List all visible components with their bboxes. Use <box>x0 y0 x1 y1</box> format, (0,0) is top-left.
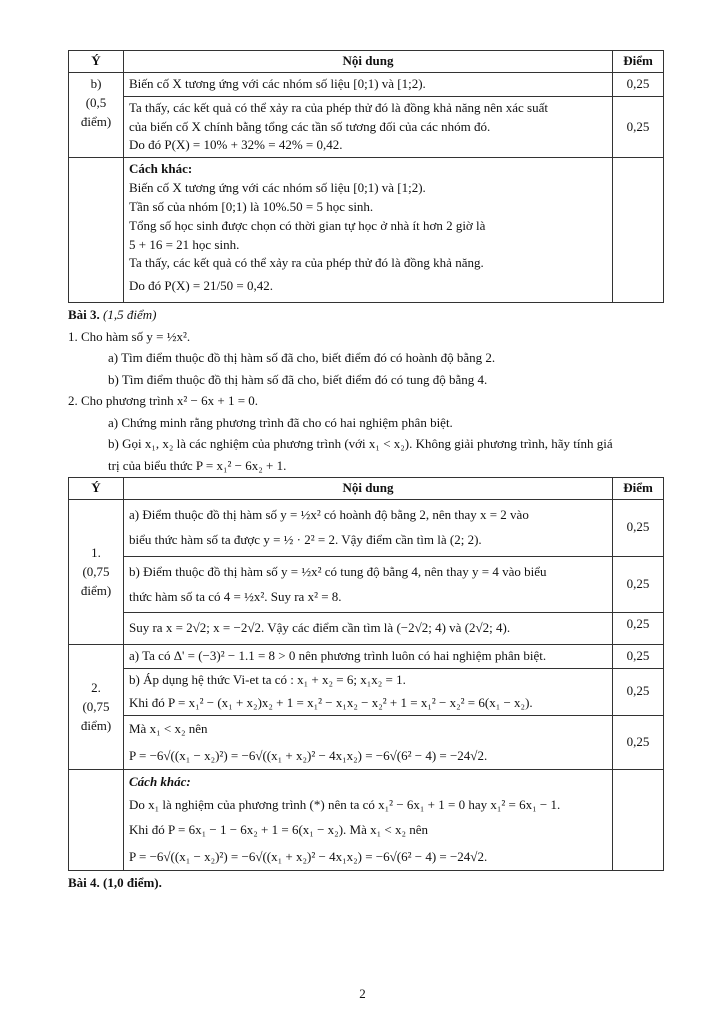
content-line: Do x₁ là nghiệm của phương trình (*) nên ta có x₁² − 6x₁ + 1 = 0 hay x₁² = 6x₁ − 1. <box>129 797 561 813</box>
bai3-section <box>68 305 664 475</box>
content-line: Tần số của nhóm [0;1) là 10%.50 = 5 học sinh. <box>129 198 374 214</box>
content-line: a) Ta có Δ' = (−3)² − 1.1 = 8 > 0 nên phương trình luôn có hai nghiệm phân biệt. <box>129 648 547 664</box>
scoring-table-2 <box>68 477 664 871</box>
document-page <box>68 50 664 894</box>
row-label <box>69 158 124 303</box>
table-row <box>69 669 664 716</box>
content-line: Ta thấy, các kết quả có thể xảy ra của phép thử đó là đồng khả năng. <box>129 255 484 271</box>
row-content <box>124 158 613 303</box>
row-content <box>124 556 613 613</box>
content-line: Tổng số học sinh được chọn có thời gian tự học ở nhà ít hơn 2 giờ là <box>129 217 486 233</box>
row-content <box>124 96 613 158</box>
row-content <box>124 645 613 669</box>
content-line: Do đó P(X) = 21/50 = 0,42. <box>129 278 273 294</box>
row-content <box>124 715 613 770</box>
page-number: 2 <box>359 986 366 1001</box>
content-line: Do đó P(X) = 10% + 32% = 42% = 0,42. <box>129 137 343 153</box>
question-2b-cont: trị của biểu thức P = x₁² − 6x₂ + 1. <box>108 457 287 473</box>
content-line: P = −6√((x₁ − x₂)²) = −6√((x₁ + x₂)² − 4x₁x₂) = −6√(6² − 4) = −24√2. <box>129 747 488 763</box>
row-label <box>69 770 124 870</box>
row-score: 0,25 <box>613 613 664 645</box>
row-content <box>124 72 613 96</box>
table-row <box>69 715 664 770</box>
content-line: Khi đó P = 6x₁ − 1 − 6x₂ + 1 = 6(x₁ − x₂). Mà x₁ < x₂ nên <box>129 822 429 838</box>
content-line: 5 + 16 = 21 học sinh. <box>129 236 240 252</box>
table-row <box>69 613 664 645</box>
table-row <box>69 645 664 669</box>
table-row <box>69 72 664 96</box>
content-line: a) Điểm thuộc đồ thị hàm số y = ½x² có hoành độ bằng 2, nên thay x = 2 vào <box>129 506 529 522</box>
question-1b: b) Tìm điểm thuộc đồ thị hàm số đã cho, biết điểm đó có tung độ bằng 4. <box>108 371 488 387</box>
table-header-row <box>69 51 664 73</box>
content-line: thức hàm số ta có 4 = ½x². Suy ra x² = 8. <box>129 588 342 604</box>
row-content <box>124 770 613 870</box>
question-2a: a) Chứng minh rằng phương trình đã cho có hai nghiệm phân biệt. <box>108 414 453 430</box>
table-row <box>69 96 664 158</box>
question-1: 1. Cho hàm số y = ½x². <box>68 328 191 344</box>
alt-solution-heading: Cách khác: <box>129 774 191 790</box>
row-score: 0,25 <box>613 645 664 669</box>
alt-solution-heading: Cách khác: <box>129 161 193 177</box>
row-score: 0,25 <box>613 669 664 716</box>
table-row <box>69 499 664 556</box>
col-header-y: Ý <box>69 51 124 73</box>
content-line: Ta thấy, các kết quả có thể xảy ra của phép thử đó là đồng khả năng nên xác suất <box>129 99 548 115</box>
group-label-2: 2. (0,75 điểm) <box>69 645 124 770</box>
content-line: Suy ra x = 2√2; x = −2√2. Vậy các điểm cần tìm là (−2√2; 4) và (2√2; 4). <box>129 620 511 636</box>
row-score: 0,25 <box>613 499 664 556</box>
col-header-score: Điểm <box>613 478 664 500</box>
row-content <box>124 499 613 556</box>
table-row <box>69 770 664 870</box>
question-1a: a) Tìm điểm thuộc đồ thị hàm số đã cho, biết điểm đó có hoành độ bằng 2. <box>108 350 496 366</box>
row-score: 0,25 <box>613 72 664 96</box>
content-line: b) Áp dụng hệ thức Vi-et ta có : x₁ + x₂ = 6; x₁x₂ = 1. <box>129 672 406 688</box>
scoring-table-1 <box>68 50 664 303</box>
content-line: biểu thức hàm số ta được y = ½ · 2² = 2. Vậy điểm cần tìm là (2; 2). <box>129 531 482 547</box>
row-content <box>124 613 613 645</box>
content-line: của biến cố X chính bằng tổng các tần số tương đối của các nhóm đó. <box>129 118 491 134</box>
content-line: Biến cố X tương ứng với các nhóm số liệu [0;1) và [1;2). <box>129 75 426 91</box>
row-score: 0,25 <box>613 96 664 158</box>
table-header-row <box>69 478 664 500</box>
table-row <box>69 158 664 303</box>
content-line: Khi đó P = x₁² − (x₁ + x₂)x₂ + 1 = x₁² − x₁x₂ − x₂² + 1 = x₁² − x₂² = 6(x₁ − x₂). <box>129 694 533 710</box>
bai3-title: Bài 3. <box>68 307 100 323</box>
row-content <box>124 669 613 716</box>
row-score: 0,25 <box>613 556 664 613</box>
group-label-1: 1. (0,75 điểm) <box>69 499 124 644</box>
content-line: Biến cố X tương ứng với các nhóm số liệu [0;1) và [1;2). <box>129 180 426 196</box>
col-header-y: Ý <box>69 478 124 500</box>
question-2: 2. Cho phương trình x² − 6x + 1 = 0. <box>68 393 259 409</box>
bai4-title: Bài 4. (1,0 điểm). <box>68 874 162 890</box>
content-line: b) Điểm thuộc đồ thị hàm số y = ½x² có tung độ bằng 4, nên thay y = 4 vào biểu <box>129 563 547 579</box>
row-score: 0,25 <box>613 715 664 770</box>
question-2b: b) Gọi x₁, x₂ là các nghiệm của phương trình (với x₁ < x₂). Không giải phương trình, hãy tính giá <box>108 436 613 452</box>
content-line: P = −6√((x₁ − x₂)²) = −6√((x₁ + x₂)² − 4x₁x₂) = −6√(6² − 4) = −24√2. <box>129 848 488 864</box>
bai3-points: (1,5 điểm) <box>103 307 157 323</box>
row-score <box>613 770 664 870</box>
table-row <box>69 556 664 613</box>
row-label: b) (0,5 điểm) <box>69 72 124 157</box>
col-header-score: Điểm <box>613 51 664 73</box>
col-header-content: Nội dung <box>124 478 613 500</box>
row-score <box>613 158 664 303</box>
content-line: Mà x₁ < x₂ nên <box>129 720 208 736</box>
col-header-content: Nội dung <box>124 51 613 73</box>
